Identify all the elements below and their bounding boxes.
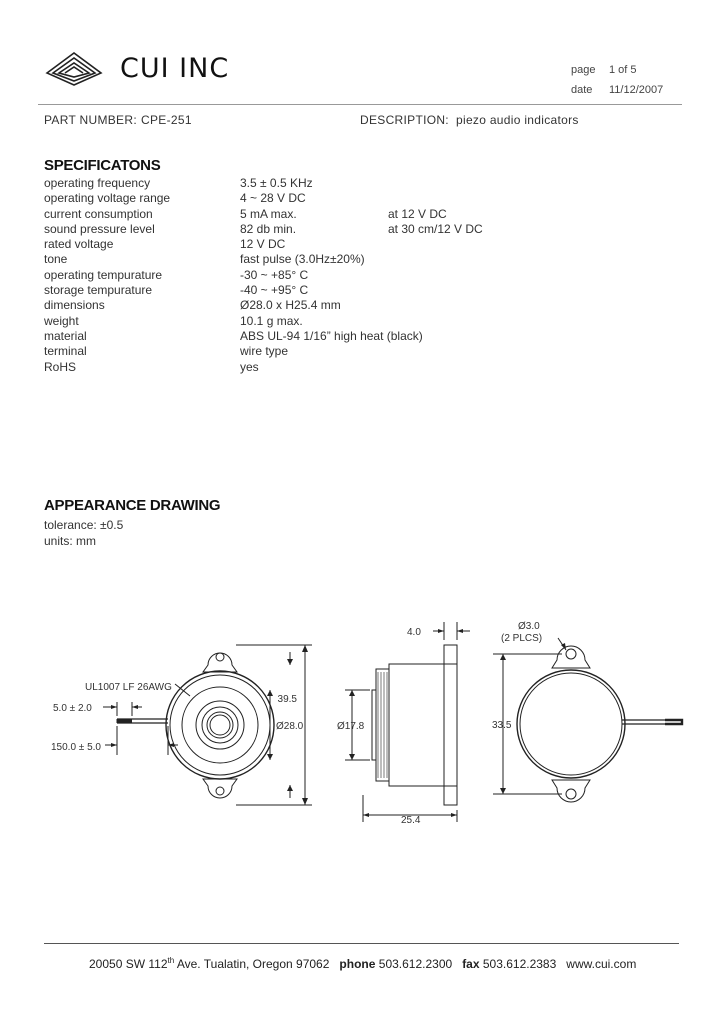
spec-label: dimensions [44, 298, 105, 313]
spec-label: sound pressure level [44, 221, 155, 236]
footer-fax: 503.612.2383 [482, 957, 557, 971]
spec-row [44, 207, 684, 222]
height-dim: 39.5 [277, 694, 297, 705]
spec-label: terminal [44, 344, 87, 359]
spec-label: storage tempurature [44, 283, 153, 298]
inner-dia-dim: Ø17.8 [337, 721, 365, 732]
spec-row [44, 237, 684, 252]
spec-value: -40 ~ +95° C [240, 283, 309, 298]
spec-condition: at 12 V DC [388, 206, 447, 221]
spec-row [44, 191, 684, 206]
spec-value: 82 db min. [240, 221, 297, 236]
spec-row [44, 344, 684, 359]
spec-value: -30 ~ +85° C [240, 267, 309, 282]
spec-label: operating tempurature [44, 267, 163, 282]
part-number-value: CPE-251 [141, 113, 192, 127]
hole-dim: Ø3.0 [518, 621, 540, 632]
cui-logo-icon [44, 47, 114, 87]
footer-address: 20050 SW 112th Ave. Tualatin, Oregon 97062 [89, 956, 330, 971]
spec-label: RoHS [44, 359, 77, 374]
footer-phone: 503.612.2300 [378, 957, 453, 971]
spec-label: operating voltage range [44, 191, 171, 206]
spec-label: tone [44, 252, 68, 267]
spec-row [44, 222, 684, 237]
spec-table [44, 176, 684, 375]
spec-value: wire type [240, 344, 289, 359]
spec-value: 5 mA max. [240, 206, 297, 221]
spec-row [44, 329, 684, 344]
part-number-label: PART NUMBER: [44, 113, 137, 127]
spec-row [44, 298, 684, 313]
specifications-title: SPECIFICATONS [44, 157, 161, 174]
description-value: piezo audio indicators [456, 113, 579, 127]
spec-label: weight [44, 313, 79, 328]
footer-phone-label: phone [339, 957, 376, 971]
tolerance-text: tolerance: ±0.5 [44, 518, 124, 532]
spec-value: 4 ~ 28 V DC [240, 191, 306, 206]
diameter-dim: Ø28.0 [276, 721, 304, 732]
back-view [493, 638, 682, 802]
spec-value: Ø28.0 x H25.4 mm [240, 298, 341, 313]
appearance-drawing [0, 600, 720, 830]
units-text: units: mm [44, 534, 97, 548]
date-label: date [571, 84, 593, 96]
spec-value: ABS UL-94 1/16” high heat (black) [240, 328, 423, 343]
spec-row [44, 283, 684, 298]
spec-row [44, 176, 684, 191]
spec-value: fast pulse (3.0Hz±20%) [240, 252, 365, 267]
hole-pitch-dim: 33.5 [492, 720, 512, 731]
spec-value: 10.1 g max. [240, 313, 303, 328]
appearance-title: APPEARANCE DRAWING [44, 497, 221, 514]
footer-web[interactable]: www.cui.com [566, 957, 637, 971]
spec-condition: at 30 cm/12 V DC [388, 221, 483, 236]
footer-rule [44, 943, 679, 944]
spec-label: rated voltage [44, 237, 114, 252]
description-label: DESCRIPTION: [360, 113, 449, 127]
spec-row [44, 360, 684, 375]
depth-dim: 25.4 [401, 815, 421, 826]
spec-label: operating frequency [44, 176, 151, 190]
spec-value: yes [240, 359, 259, 374]
flange-dim: 4.0 [407, 627, 421, 638]
footer [89, 956, 636, 971]
spec-value: 3.5 ± 0.5 KHz [240, 176, 313, 190]
header-rule [38, 104, 682, 105]
spec-row [44, 314, 684, 329]
page-label: page [571, 64, 596, 76]
lead-dim: 150.0 ± 5.0 [51, 742, 101, 753]
page-value: 1 of 5 [609, 64, 637, 76]
company-name: CUI INC [120, 53, 230, 84]
wire-label: UL1007 LF 26AWG [85, 682, 172, 693]
spec-value: 12 V DC [240, 237, 286, 252]
hole-note: (2 PLCS) [501, 633, 543, 644]
spec-row [44, 252, 684, 267]
spec-row [44, 268, 684, 283]
spec-label: material [44, 328, 87, 343]
spec-label: current consumption [44, 206, 153, 221]
date-value: 11/12/2007 [609, 84, 664, 96]
footer-fax-label: fax [462, 957, 480, 971]
strip-dim: 5.0 ± 2.0 [53, 703, 92, 714]
